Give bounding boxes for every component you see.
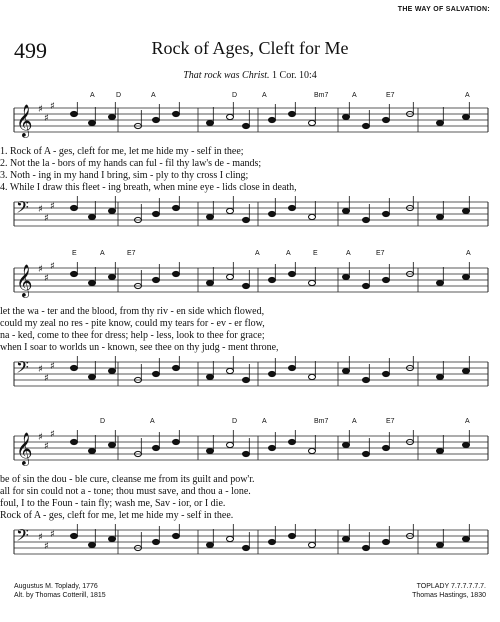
tune-credit [412, 582, 486, 600]
note-head [89, 280, 96, 285]
scripture-line [0, 70, 500, 81]
note-head [269, 277, 276, 282]
note-head [173, 365, 180, 370]
note-head [89, 374, 96, 379]
bass-clef: 𝄢 [16, 525, 29, 549]
note-head [463, 114, 470, 119]
chord-symbol: A [286, 250, 291, 257]
note-head [109, 274, 116, 279]
author-credit [14, 582, 106, 600]
chord-row-2 [0, 250, 500, 262]
note-head [153, 211, 160, 216]
note-head [89, 120, 96, 125]
note-head [309, 448, 316, 453]
note-head [437, 374, 444, 379]
scripture-quote: That rock was Christ. [183, 70, 270, 81]
chord-symbol: A [465, 92, 470, 99]
note-head [309, 542, 316, 547]
chord-symbol: A [262, 92, 267, 99]
sharp-sign: ♯ [38, 204, 43, 215]
chord-symbol: A [352, 92, 357, 99]
note-head [153, 445, 160, 450]
chord-symbol: E7 [386, 92, 395, 99]
chord-symbol: A [346, 250, 351, 257]
note-head [153, 371, 160, 376]
note-head [309, 120, 316, 125]
note-head [71, 111, 78, 116]
note-head [153, 117, 160, 122]
note-head [269, 371, 276, 376]
note-head [343, 442, 350, 447]
lyric-line: all for sin could not a - tone; thou must save, and thou a - lone. [0, 486, 251, 497]
lyric-line: 3. Noth - ing in my hand I bring, sim - ply to thy cross I cling; [0, 170, 249, 181]
note-head [71, 271, 78, 276]
chord-symbol: Bm7 [314, 418, 329, 425]
note-head [227, 208, 234, 213]
note-head [309, 374, 316, 379]
note-head [173, 111, 180, 116]
chord-symbol: E [72, 250, 77, 257]
note-head [343, 114, 350, 119]
lyric-line: when I soar to worlds un - known, see thee on thy judg - ment throne, [0, 342, 279, 353]
note-head [227, 536, 234, 541]
alteration-credit: Alt. by Thomas Cotterill, 1815 [14, 592, 106, 599]
note-head [289, 111, 296, 116]
note-head [437, 542, 444, 547]
sharp-sign: ♯ [44, 541, 49, 552]
note-head [153, 277, 160, 282]
note-head [227, 114, 234, 119]
lyric-line: 2. Not the la - bors of my hands can ful - fil thy law's de - mands; [0, 158, 262, 169]
sharp-sign: ♯ [50, 102, 55, 112]
chord-symbol: A [262, 418, 267, 425]
note-head [109, 208, 116, 213]
note-head [463, 536, 470, 541]
note-head [463, 208, 470, 213]
chord-symbol: D [232, 418, 238, 425]
sharp-sign: ♯ [38, 264, 43, 275]
note-head [363, 377, 370, 382]
note-head [227, 442, 234, 447]
lyric-line: 1. Rock of A - ges, cleft for me, let me hide my - self in thee; [0, 146, 244, 157]
note-head [363, 545, 370, 550]
chord-symbol: A [150, 418, 155, 425]
note-head [71, 439, 78, 444]
sharp-sign: ♯ [38, 104, 43, 115]
lyric-line: be of sin the dou - ble cure, cleanse me from its guilt and pow'r. [0, 474, 255, 485]
lyric-line: na - ked, come to thee for dress; help - less, look to thee for grace; [0, 330, 265, 341]
chord-symbol: A [151, 92, 156, 99]
note-head [343, 368, 350, 373]
note-head [207, 374, 214, 379]
sharp-sign: ♯ [44, 113, 49, 124]
note-head [207, 214, 214, 219]
note-head [89, 214, 96, 219]
note-head [343, 536, 350, 541]
note-head [289, 533, 296, 538]
note-head [289, 439, 296, 444]
note-head [309, 280, 316, 285]
note-head [227, 274, 234, 279]
note-head [153, 539, 160, 544]
note-head [309, 214, 316, 219]
note-head [437, 448, 444, 453]
chord-symbol: A [100, 250, 105, 257]
lyric-line: let the wa - ter and the blood, from thy riv - en side which flowed, [0, 306, 265, 317]
sharp-sign: ♯ [44, 373, 49, 384]
note-head [463, 274, 470, 279]
chord-symbol: E7 [127, 250, 136, 257]
note-head [437, 120, 444, 125]
note-head [227, 368, 234, 373]
sharp-sign: ♯ [44, 213, 49, 224]
note-head [383, 277, 390, 282]
note-head [207, 448, 214, 453]
note-head [243, 451, 250, 456]
sharp-sign: ♯ [38, 532, 43, 543]
chord-symbol: E [313, 250, 318, 257]
author: Augustus M. Toplady, 1776 [14, 583, 98, 590]
note-head [243, 377, 250, 382]
sharp-sign: ♯ [44, 441, 49, 452]
note-head [109, 442, 116, 447]
note-head [173, 439, 180, 444]
note-head [437, 280, 444, 285]
treble-clef: 𝄞 [16, 432, 33, 465]
note-head [363, 123, 370, 128]
note-head [383, 211, 390, 216]
bass-clef: 𝄢 [16, 197, 29, 221]
note-head [173, 205, 180, 210]
note-head [289, 271, 296, 276]
bass-staff-2 [0, 356, 500, 400]
hymn-number: 499 [14, 38, 47, 63]
note-head [109, 368, 116, 373]
note-head [109, 114, 116, 119]
sharp-sign: ♯ [50, 201, 55, 212]
note-head [437, 214, 444, 219]
chord-symbol: D [232, 92, 238, 99]
lyric-line: foul, I to the Foun - tain fly; wash me, Sav - ior, or I die. [0, 498, 226, 509]
note-head [89, 542, 96, 547]
note-head [71, 205, 78, 210]
chord-symbol: D [100, 418, 106, 425]
chord-symbol: Bm7 [314, 92, 329, 99]
sharp-sign: ♯ [50, 529, 55, 540]
section-header: THE WAY OF SALVATION: [397, 6, 490, 13]
note-head [383, 117, 390, 122]
note-head [269, 539, 276, 544]
bass-staff-1 [0, 196, 500, 240]
sharp-sign: ♯ [38, 364, 43, 375]
note-head [383, 371, 390, 376]
sharp-sign: ♯ [50, 430, 55, 440]
treble-clef: 𝄞 [16, 264, 33, 297]
note-head [243, 545, 250, 550]
treble-staff-2 [0, 262, 500, 310]
note-head [243, 217, 250, 222]
note-head [173, 271, 180, 276]
note-head [71, 365, 78, 370]
composer: Thomas Hastings, 1830 [412, 592, 486, 599]
note-head [269, 117, 276, 122]
sharp-sign: ♯ [38, 432, 43, 443]
note-head [173, 533, 180, 538]
note-head [269, 445, 276, 450]
note-head [463, 442, 470, 447]
note-head [463, 368, 470, 373]
chord-symbol: A [466, 250, 471, 257]
note-head [289, 205, 296, 210]
sharp-sign: ♯ [44, 273, 49, 284]
note-head [343, 208, 350, 213]
chord-symbol: E7 [386, 418, 395, 425]
note-head [343, 274, 350, 279]
chord-symbol: D [116, 92, 122, 99]
chord-row-3 [0, 418, 500, 430]
treble-clef: 𝄞 [16, 104, 33, 137]
sharp-sign: ♯ [50, 262, 55, 272]
lyric-line: 4. While I draw this fleet - ing breath, when mine eye - lids close in death, [0, 182, 297, 193]
note-head [207, 542, 214, 547]
hymn-title: Rock of Ages, Cleft for Me [151, 38, 349, 58]
note-head [71, 533, 78, 538]
treble-staff-1 [0, 102, 500, 150]
tune-name: TOPLADY 7.7.7.7.7.7. [416, 583, 486, 590]
note-head [207, 120, 214, 125]
note-head [363, 283, 370, 288]
note-head [89, 448, 96, 453]
note-head [109, 536, 116, 541]
note-head [243, 123, 250, 128]
chord-symbol: A [255, 250, 260, 257]
note-head [289, 365, 296, 370]
note-head [269, 211, 276, 216]
lyric-line: could my zeal no res - pite know, could my tears for - ev - er flow, [0, 318, 265, 329]
note-head [383, 539, 390, 544]
chord-symbol: A [90, 92, 95, 99]
bass-clef: 𝄢 [16, 357, 29, 381]
treble-staff-3 [0, 430, 500, 478]
chord-symbol: A [465, 418, 470, 425]
chord-symbol: A [352, 418, 357, 425]
note-head [363, 217, 370, 222]
lyric-line: Rock of A - ges, cleft for me, let me hide my - self in thee. [0, 510, 234, 521]
scripture-ref: 1 Cor. 10:4 [272, 70, 317, 81]
chord-symbol: E7 [376, 250, 385, 257]
note-head [207, 280, 214, 285]
note-head [363, 451, 370, 456]
bass-staff-3 [0, 524, 500, 568]
sharp-sign: ♯ [50, 361, 55, 372]
note-head [243, 283, 250, 288]
note-head [383, 445, 390, 450]
